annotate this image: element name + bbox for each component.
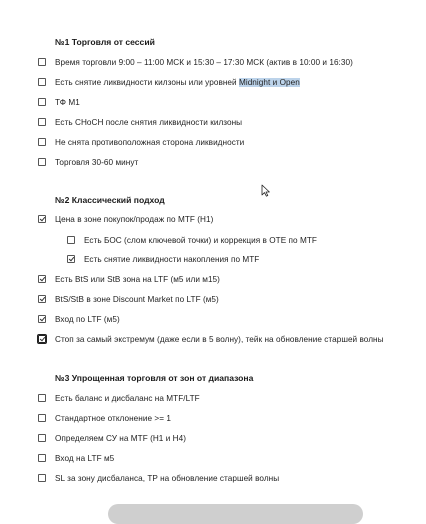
- checklist-item: [38, 116, 242, 128]
- checklist-item: [38, 472, 279, 484]
- checkbox[interactable]: [38, 158, 46, 166]
- checklist-item: [38, 412, 171, 424]
- section-title-3: №3 Упрощенная торговля от зон от диапазона: [55, 373, 254, 383]
- checkbox[interactable]: [38, 78, 46, 86]
- checklist-item: [38, 313, 120, 325]
- checkbox[interactable]: [38, 118, 46, 126]
- item-label: Есть CHoCH после снятия ликвидности килзоны: [55, 117, 243, 127]
- highlighted-text: Midnight и Open: [238, 77, 300, 87]
- checklist-subitem: [67, 253, 259, 265]
- checkbox-checked[interactable]: [38, 315, 46, 323]
- checkbox[interactable]: [38, 138, 46, 146]
- item-label: BtS/StB в зоне Discount Market по LTF (м5): [55, 294, 219, 304]
- item-label: Есть баланс и дисбаланс на MTF/LTF: [55, 393, 200, 403]
- checkbox[interactable]: [38, 98, 46, 106]
- checkbox[interactable]: [38, 434, 46, 442]
- checklist-item: [38, 76, 300, 88]
- checkbox[interactable]: [38, 394, 46, 402]
- checklist-item: [38, 273, 220, 285]
- checklist-item: [38, 136, 244, 148]
- item-label: Есть БОС (слом ключевой точки) и коррекция в OTE по MTF: [84, 235, 317, 245]
- checklist-item: [38, 392, 200, 404]
- bottom-toolbar[interactable]: [108, 504, 363, 524]
- checklist-item: [38, 333, 384, 345]
- checkbox-checked[interactable]: [67, 255, 75, 263]
- checkbox[interactable]: [38, 474, 46, 482]
- item-label: Определяем СУ на MTF (H1 и H4): [55, 433, 187, 443]
- item-label: Вход по LTF (м5): [55, 314, 120, 324]
- item-label: Время торговли 9:00 – 11:00 МСК и 15:30 – 17:30 МСК (актив в 10:00 и 16:30): [55, 57, 353, 67]
- item-label: Не снята противоположная сторона ликвидности: [55, 137, 245, 147]
- checklist-item: [38, 56, 353, 68]
- item-label: Цена в зоне покупок/продаж по MTF (H1): [55, 214, 214, 224]
- mouse-cursor-icon: [261, 184, 271, 197]
- checkbox[interactable]: [38, 414, 46, 422]
- item-label: ТФ М1: [55, 97, 80, 107]
- checkbox-checked[interactable]: [38, 335, 46, 343]
- item-label: Торговля 30-60 минут: [55, 157, 139, 167]
- item-label: Вход на LTF м5: [55, 453, 115, 463]
- checkbox-checked[interactable]: [38, 215, 46, 223]
- section-title-1: №1 Торговля от сессий: [55, 37, 155, 47]
- checkbox[interactable]: [38, 58, 46, 66]
- item-label: Есть снятие ликвидности накопления по MTF: [84, 254, 260, 264]
- item-label: Есть снятие ликвидности килзоны или уровней Midnight и Open: [55, 77, 300, 87]
- checklist-item: [38, 432, 186, 444]
- item-label: Стоп за самый экстремум (даже если в 5 волну), тейк на обновление старшей волны: [55, 334, 384, 344]
- checklist-item: [38, 452, 114, 464]
- checklist-item: [38, 213, 213, 225]
- item-label: Есть BtS или StB зона на LTF (м5 или м15): [55, 274, 220, 284]
- checklist-subitem: [67, 234, 317, 246]
- checkbox[interactable]: [38, 454, 46, 462]
- item-label: Стандартное отклонение >= 1: [55, 413, 171, 423]
- section-title-2: №2 Классический подход: [55, 195, 165, 205]
- checkbox[interactable]: [67, 236, 75, 244]
- checkbox-checked[interactable]: [38, 295, 46, 303]
- item-label: SL за зону дисбаланса, TP на обновление старшей волны: [55, 473, 280, 483]
- checklist-item: [38, 96, 80, 108]
- checklist-item: [38, 156, 138, 168]
- checklist-item: [38, 293, 219, 305]
- checkbox-checked[interactable]: [38, 275, 46, 283]
